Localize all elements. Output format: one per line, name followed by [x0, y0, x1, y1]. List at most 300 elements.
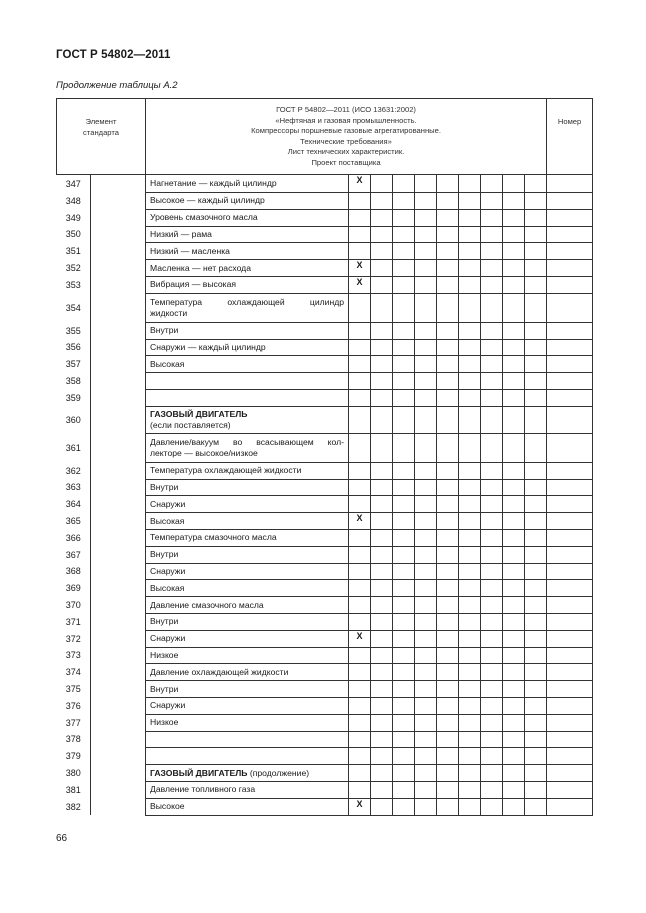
empty-cell	[393, 630, 415, 647]
description-line: Масленка — нет расхода	[150, 262, 251, 273]
empty-cell	[371, 630, 393, 647]
empty-cell	[481, 496, 503, 513]
row-number: 351	[57, 243, 91, 260]
empty-cell	[415, 781, 437, 798]
number-cell	[547, 175, 593, 193]
empty-cell	[525, 664, 547, 681]
empty-cell	[481, 529, 503, 546]
empty-cell	[459, 731, 481, 748]
empty-cell	[415, 714, 437, 731]
empty-cell	[393, 697, 415, 714]
row-description	[146, 276, 349, 293]
empty-cell	[91, 322, 146, 339]
empty-cell	[459, 681, 481, 698]
row-description	[146, 697, 349, 714]
empty-cell	[481, 513, 503, 530]
empty-cell	[481, 226, 503, 243]
empty-cell	[393, 580, 415, 597]
row-description	[146, 193, 349, 210]
empty-cell	[481, 765, 503, 782]
empty-cell	[459, 513, 481, 530]
row-description	[146, 479, 349, 496]
empty-cell	[437, 513, 459, 530]
empty-cell	[415, 339, 437, 356]
empty-cell	[481, 479, 503, 496]
empty-cell	[415, 389, 437, 406]
row-description	[146, 798, 349, 815]
mark-cell	[349, 339, 371, 356]
number-cell	[547, 580, 593, 597]
empty-cell	[371, 714, 393, 731]
empty-cell	[415, 260, 437, 277]
data-sheet-table	[56, 98, 593, 816]
empty-cell	[481, 433, 503, 462]
empty-cell	[525, 433, 547, 462]
description-line: Давление топливного газа	[150, 784, 256, 795]
empty-cell	[481, 293, 503, 322]
row-description	[146, 563, 349, 580]
empty-cell	[371, 293, 393, 322]
empty-cell	[525, 613, 547, 630]
empty-cell	[415, 193, 437, 210]
empty-cell	[91, 546, 146, 563]
empty-cell	[481, 322, 503, 339]
table-row	[57, 406, 593, 433]
empty-cell	[371, 406, 393, 433]
empty-cell	[481, 339, 503, 356]
description-line: Температура смазочного масла	[150, 532, 277, 543]
empty-cell	[503, 293, 525, 322]
mark-cell	[349, 243, 371, 260]
empty-cell	[415, 293, 437, 322]
empty-cell	[371, 243, 393, 260]
number-cell	[547, 597, 593, 614]
mark-cell	[349, 580, 371, 597]
empty-cell	[437, 243, 459, 260]
document-code: ГОСТ Р 54802—2011	[56, 49, 171, 61]
table-row	[57, 193, 593, 210]
row-description	[146, 781, 349, 798]
row-description	[146, 529, 349, 546]
empty-cell	[91, 781, 146, 798]
description-line: Высокая	[150, 515, 185, 526]
empty-cell	[503, 373, 525, 390]
empty-cell	[415, 496, 437, 513]
empty-cell	[371, 479, 393, 496]
description-line: Низкий — масленка	[150, 245, 230, 256]
empty-cell	[437, 389, 459, 406]
row-number: 360	[57, 406, 91, 433]
table-row	[57, 293, 593, 322]
description-line: Внутри	[150, 325, 179, 336]
empty-cell	[437, 479, 459, 496]
empty-cell	[525, 748, 547, 765]
empty-cell	[503, 697, 525, 714]
empty-cell	[459, 293, 481, 322]
table-row	[57, 781, 593, 798]
empty-cell	[525, 714, 547, 731]
row-number: 361	[57, 433, 91, 462]
row-number: 356	[57, 339, 91, 356]
row-description	[146, 373, 349, 390]
mark-cell	[349, 373, 371, 390]
empty-cell	[91, 697, 146, 714]
empty-cell	[525, 260, 547, 277]
table-row	[57, 226, 593, 243]
number-cell	[547, 276, 593, 293]
empty-cell	[459, 580, 481, 597]
row-description	[146, 339, 349, 356]
empty-cell	[459, 339, 481, 356]
number-cell	[547, 356, 593, 373]
empty-cell	[91, 260, 146, 277]
empty-cell	[371, 647, 393, 664]
empty-cell	[525, 697, 547, 714]
empty-cell	[437, 406, 459, 433]
empty-cell	[393, 389, 415, 406]
element-header-line: стандарта	[83, 127, 119, 137]
empty-cell	[371, 597, 393, 614]
description-line: Низкое	[150, 717, 179, 728]
empty-cell	[481, 546, 503, 563]
empty-cell	[437, 209, 459, 226]
empty-cell	[503, 546, 525, 563]
empty-cell	[503, 339, 525, 356]
empty-cell	[459, 630, 481, 647]
row-description	[146, 580, 349, 597]
number-cell	[547, 731, 593, 748]
empty-cell	[525, 462, 547, 479]
number-cell	[547, 681, 593, 698]
empty-cell	[459, 260, 481, 277]
mark-cell: X	[349, 260, 371, 277]
empty-cell	[393, 433, 415, 462]
empty-cell	[371, 798, 393, 815]
empty-cell	[437, 681, 459, 698]
number-cell	[547, 406, 593, 433]
empty-cell	[525, 580, 547, 597]
empty-cell	[91, 798, 146, 815]
row-description	[146, 496, 349, 513]
empty-cell	[91, 647, 146, 664]
empty-cell	[437, 529, 459, 546]
empty-cell	[525, 563, 547, 580]
description-line: Давление охлаждающей жидкости	[150, 666, 289, 677]
empty-cell	[503, 356, 525, 373]
empty-cell	[459, 563, 481, 580]
empty-cell	[459, 462, 481, 479]
row-number: 357	[57, 356, 91, 373]
description-line: Вибрация — высокая	[150, 279, 237, 290]
description-line: Внутри	[150, 549, 179, 560]
table-row	[57, 630, 593, 647]
empty-cell	[503, 765, 525, 782]
row-description	[146, 647, 349, 664]
row-description	[146, 546, 349, 563]
element-column-header	[57, 99, 146, 175]
empty-cell	[437, 765, 459, 782]
empty-cell	[459, 322, 481, 339]
number-cell	[547, 339, 593, 356]
table-row	[57, 209, 593, 226]
table-row	[57, 681, 593, 698]
empty-cell	[437, 798, 459, 815]
row-number: 373	[57, 647, 91, 664]
empty-cell	[393, 798, 415, 815]
empty-cell	[393, 781, 415, 798]
table-row	[57, 798, 593, 815]
table-row	[57, 529, 593, 546]
empty-cell	[371, 462, 393, 479]
empty-cell	[503, 529, 525, 546]
empty-cell	[481, 260, 503, 277]
row-number: 368	[57, 563, 91, 580]
empty-cell	[415, 462, 437, 479]
row-number: 370	[57, 597, 91, 614]
row-number: 378	[57, 731, 91, 748]
empty-cell	[371, 226, 393, 243]
mark-cell	[349, 748, 371, 765]
description-line: Снаружи	[150, 565, 186, 576]
row-number: 347	[57, 175, 91, 193]
empty-cell	[393, 406, 415, 433]
empty-cell	[481, 613, 503, 630]
empty-cell	[459, 765, 481, 782]
empty-cell	[459, 664, 481, 681]
empty-cell	[371, 276, 393, 293]
mark-cell	[349, 664, 371, 681]
empty-cell	[503, 597, 525, 614]
empty-cell	[503, 209, 525, 226]
empty-cell	[525, 276, 547, 293]
table-row	[57, 175, 593, 193]
empty-cell	[415, 697, 437, 714]
empty-cell	[91, 389, 146, 406]
empty-cell	[525, 597, 547, 614]
row-description	[146, 356, 349, 373]
number-cell	[547, 462, 593, 479]
description-line: Высокое	[150, 801, 185, 812]
number-cell	[547, 209, 593, 226]
mark-cell	[349, 647, 371, 664]
empty-cell	[371, 193, 393, 210]
description-line: Уровень смазочного масла	[150, 212, 258, 223]
section-heading: ГАЗОВЫЙ ДВИГАТЕЛЬ	[150, 408, 248, 419]
empty-cell	[91, 613, 146, 630]
mark-cell	[349, 546, 371, 563]
empty-cell	[437, 731, 459, 748]
empty-cell	[393, 479, 415, 496]
empty-cell	[91, 226, 146, 243]
empty-cell	[415, 630, 437, 647]
empty-cell	[371, 563, 393, 580]
empty-cell	[393, 322, 415, 339]
mark-cell	[349, 462, 371, 479]
empty-cell	[91, 748, 146, 765]
header-line: Технические требования»	[300, 136, 392, 146]
empty-cell	[415, 529, 437, 546]
empty-cell	[437, 697, 459, 714]
empty-cell	[481, 209, 503, 226]
number-cell	[547, 529, 593, 546]
empty-cell	[503, 798, 525, 815]
mark-cell: X	[349, 175, 371, 193]
empty-cell	[91, 243, 146, 260]
row-number: 371	[57, 613, 91, 630]
empty-cell	[525, 175, 547, 193]
number-cell	[547, 373, 593, 390]
empty-cell	[503, 647, 525, 664]
empty-cell	[525, 226, 547, 243]
empty-cell	[437, 193, 459, 210]
empty-cell	[91, 580, 146, 597]
empty-cell	[525, 373, 547, 390]
empty-cell	[91, 462, 146, 479]
empty-cell	[91, 664, 146, 681]
empty-cell	[437, 356, 459, 373]
empty-cell	[503, 580, 525, 597]
table-row	[57, 322, 593, 339]
mark-cell: X	[349, 798, 371, 815]
empty-cell	[503, 613, 525, 630]
empty-cell	[481, 580, 503, 597]
empty-cell	[415, 731, 437, 748]
empty-cell	[91, 563, 146, 580]
empty-cell	[503, 748, 525, 765]
table-row	[57, 697, 593, 714]
empty-cell	[437, 597, 459, 614]
row-description	[146, 260, 349, 277]
empty-cell	[91, 356, 146, 373]
number-cell	[547, 664, 593, 681]
number-cell	[547, 748, 593, 765]
empty-cell	[459, 175, 481, 193]
empty-cell	[437, 373, 459, 390]
number-cell	[547, 193, 593, 210]
empty-cell	[525, 798, 547, 815]
number-cell	[547, 496, 593, 513]
row-number: 359	[57, 389, 91, 406]
empty-cell	[481, 798, 503, 815]
empty-cell	[459, 209, 481, 226]
empty-cell	[525, 765, 547, 782]
description-line: Снаружи	[150, 498, 186, 509]
empty-cell	[91, 209, 146, 226]
section-heading-line	[150, 768, 344, 779]
table-row	[57, 546, 593, 563]
empty-cell	[415, 322, 437, 339]
table-row	[57, 260, 593, 277]
number-cell	[547, 630, 593, 647]
empty-cell	[91, 597, 146, 614]
empty-cell	[393, 748, 415, 765]
row-number: 372	[57, 630, 91, 647]
empty-cell	[415, 406, 437, 433]
empty-cell	[525, 513, 547, 530]
description-line: Низкое	[150, 649, 179, 660]
empty-cell	[525, 546, 547, 563]
empty-cell	[503, 322, 525, 339]
empty-cell	[481, 406, 503, 433]
empty-cell	[459, 496, 481, 513]
number-cell	[547, 479, 593, 496]
empty-cell	[393, 243, 415, 260]
empty-cell	[91, 406, 146, 433]
description-line: Внутри	[150, 481, 179, 492]
description-line: Снаружи	[150, 700, 186, 711]
empty-cell	[91, 433, 146, 462]
row-number: 354	[57, 293, 91, 322]
number-cell	[547, 546, 593, 563]
mark-cell	[349, 529, 371, 546]
number-cell	[547, 798, 593, 815]
empty-cell	[371, 781, 393, 798]
empty-cell	[459, 406, 481, 433]
mark-cell	[349, 209, 371, 226]
number-cell	[547, 781, 593, 798]
table-row	[57, 433, 593, 462]
empty-cell	[437, 781, 459, 798]
empty-cell	[503, 260, 525, 277]
empty-cell	[503, 630, 525, 647]
row-description	[146, 175, 349, 193]
empty-cell	[393, 339, 415, 356]
empty-cell	[503, 513, 525, 530]
empty-cell	[393, 209, 415, 226]
empty-cell	[459, 597, 481, 614]
empty-cell	[437, 630, 459, 647]
empty-cell	[393, 664, 415, 681]
empty-cell	[459, 373, 481, 390]
empty-cell	[503, 389, 525, 406]
empty-cell	[371, 175, 393, 193]
empty-cell	[371, 389, 393, 406]
mark-cell	[349, 697, 371, 714]
row-number: 363	[57, 479, 91, 496]
empty-cell	[481, 681, 503, 698]
table-row	[57, 731, 593, 748]
description-line: Температура охлаждающей жидкости	[150, 465, 302, 476]
row-description	[146, 322, 349, 339]
number-cell	[547, 293, 593, 322]
row-number: 353	[57, 276, 91, 293]
empty-cell	[525, 496, 547, 513]
empty-cell	[371, 322, 393, 339]
empty-cell	[437, 433, 459, 462]
empty-cell	[481, 175, 503, 193]
row-number: 369	[57, 580, 91, 597]
empty-cell	[415, 175, 437, 193]
empty-cell	[393, 546, 415, 563]
empty-cell	[371, 529, 393, 546]
empty-cell	[459, 193, 481, 210]
empty-cell	[525, 389, 547, 406]
number-cell	[547, 714, 593, 731]
empty-cell	[91, 496, 146, 513]
empty-cell	[459, 479, 481, 496]
description-line: Высокая	[150, 582, 185, 593]
empty-cell	[393, 647, 415, 664]
empty-cell	[503, 276, 525, 293]
row-number: 348	[57, 193, 91, 210]
empty-cell	[415, 479, 437, 496]
empty-cell	[503, 175, 525, 193]
empty-cell	[415, 681, 437, 698]
table-row	[57, 664, 593, 681]
table-row	[57, 765, 593, 782]
empty-cell	[525, 243, 547, 260]
empty-cell	[371, 580, 393, 597]
